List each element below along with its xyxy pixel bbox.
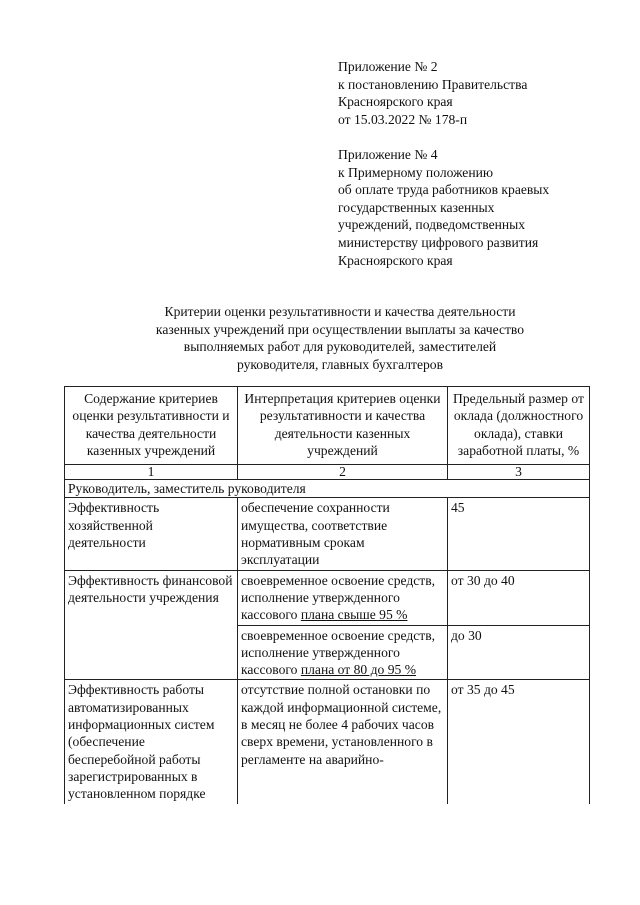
table-row — [65, 680, 590, 804]
column-number: 1 — [65, 465, 238, 480]
table-row — [65, 570, 590, 625]
column-header-max-size: Предельный размер от оклада (должностного оклада), ставки заработной платы, % — [448, 387, 590, 465]
annex-line: Приложение № 4 — [338, 147, 438, 162]
value-cell: до 30 — [448, 625, 590, 680]
annex-line: министерству цифрового развития — [338, 234, 539, 250]
value-cell: 45 — [448, 498, 590, 570]
criterion-cell: Эффективность финансовой деятельности учреждения — [65, 570, 238, 680]
interpretation-cell — [238, 625, 448, 680]
table-row — [65, 498, 590, 570]
annex-line: к постановлению Правительства — [338, 76, 528, 92]
criteria-table — [64, 386, 590, 804]
annex-line: Красноярского края — [338, 252, 453, 268]
title-line: выполняемых работ для руководителей, заместителей — [183, 339, 497, 355]
title-line: казенных учреждений при осуществлении выплаты за качество — [155, 321, 525, 337]
document-title — [80, 303, 600, 373]
annex-2-reference — [338, 58, 527, 128]
column-number: 3 — [448, 465, 590, 480]
annex-line: к Примерному положению — [338, 164, 494, 180]
table-header-row — [65, 387, 590, 465]
section-row — [65, 480, 590, 498]
column-number-row — [65, 465, 590, 480]
annex-line: об оплате труда работников краевых — [338, 182, 550, 198]
interpretation-threshold: плана от 80 до 95 % — [300, 662, 417, 678]
criterion-cell: Эффективность хозяйственной деятельности — [65, 498, 238, 570]
annex-line: от 15.03.2022 № 178-п — [338, 111, 468, 127]
value-cell: от 35 до 45 — [448, 680, 590, 804]
interpretation-text: своевременное освоение средств, исполнение утвержденного кассового — [241, 627, 436, 678]
interpretation-cell — [238, 570, 448, 625]
interpretation-text: своевременное освоение средств, исполнение утвержденного кассового — [241, 572, 436, 623]
title-line: Критерии оценки результативности и качества деятельности — [164, 304, 516, 319]
column-header-interpretation: Интерпретация критериев оценки результативности и качества деятельности казенных учреждений — [238, 387, 448, 465]
interpretation-cell: обеспечение сохранности имущества, соответствие нормативным срокам эксплуатации — [238, 498, 448, 570]
interpretation-cell: отсутствие полной остановки по каждой информационной системе, в месяц не более 4 рабочих часов сверх времени, установленного в регламенте на аварийно- — [238, 680, 448, 804]
interpretation-threshold: плана свыше 95 % — [300, 607, 408, 623]
criterion-cell: Эффективность работы автоматизированных информационных систем (обеспечение бесперебойной работы зарегистрированных в установленном порядке — [65, 680, 238, 804]
annex-line: Приложение № 2 — [338, 59, 438, 74]
annex-line: Красноярского края — [338, 94, 453, 110]
section-heading: Руководитель, заместитель руководителя — [65, 480, 590, 498]
title-line: руководителя, главных бухгалтеров — [236, 356, 444, 372]
column-number: 2 — [238, 465, 448, 480]
column-header-criterion: Содержание критериев оценки результативности и качества деятельности казенных учреждений — [65, 387, 238, 465]
annex-line: учреждений, подведомственных — [338, 217, 526, 233]
annex-line: государственных казенных — [338, 199, 495, 215]
value-cell: от 30 до 40 — [448, 570, 590, 625]
annex-4-reference — [338, 146, 549, 269]
